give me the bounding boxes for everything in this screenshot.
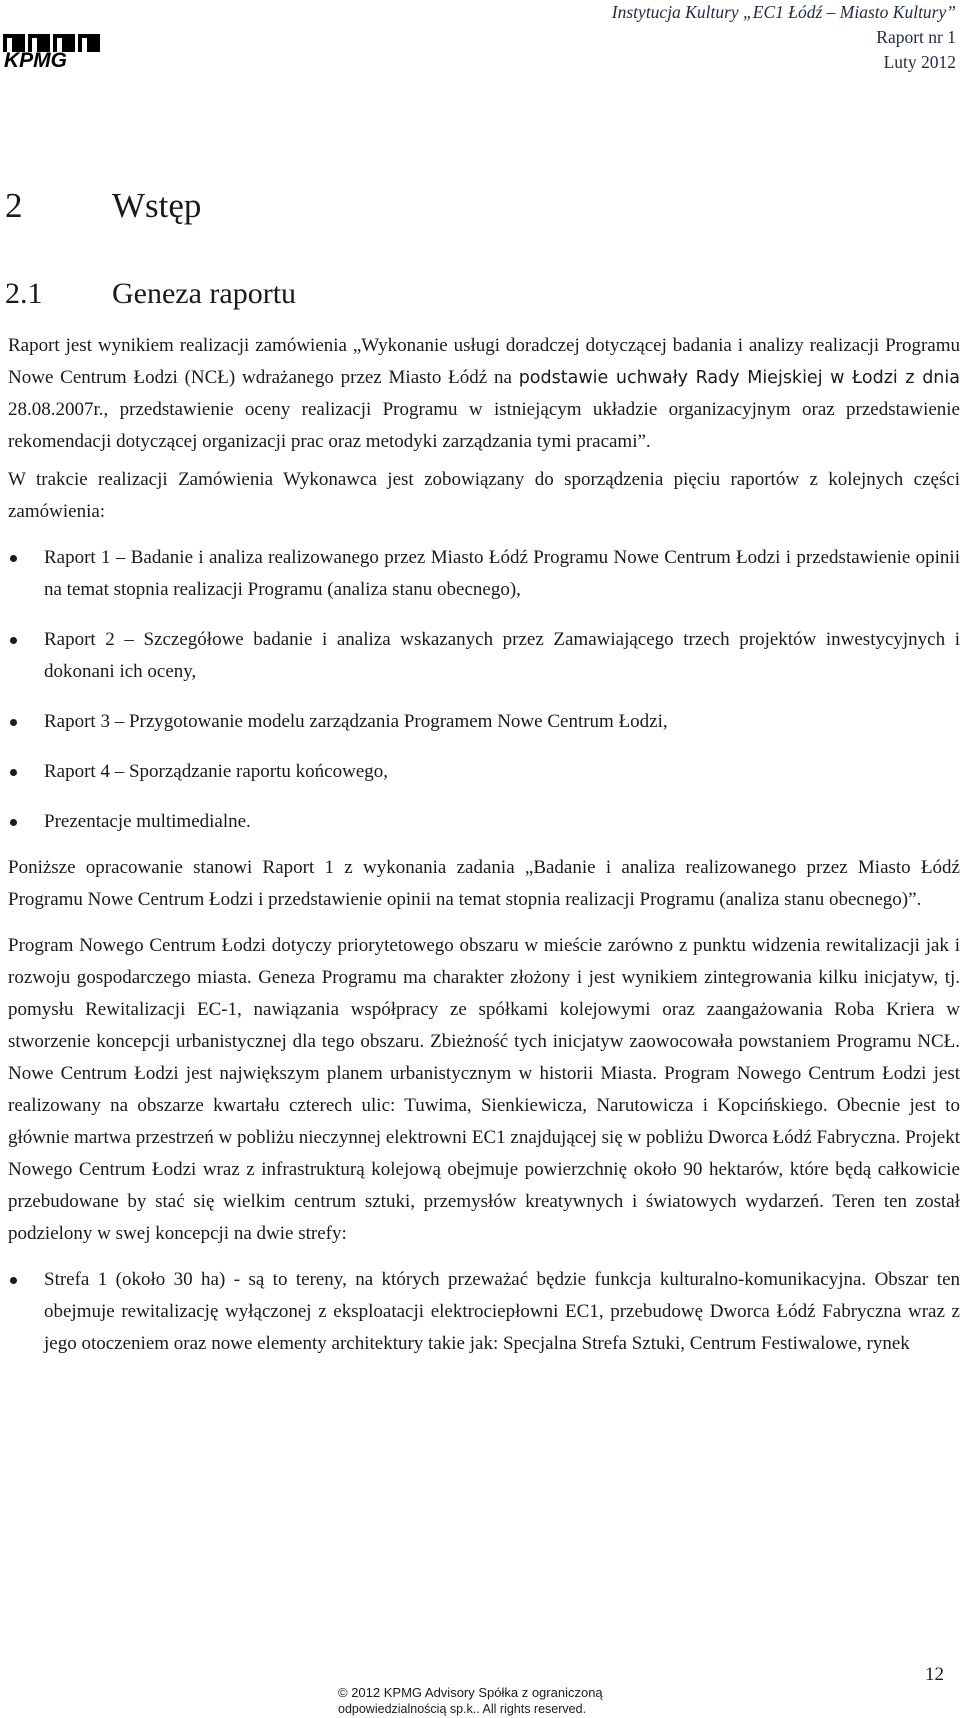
paragraph-program: Program Nowego Centrum Łodzi dotyczy priorytetowego obszaru w mieście zarówno z punktu widzenia rewitalizacji jak i rozwoju gospodarczego miasta. Geneza Programu ma charakter złożony i jest wynikiem zintegrowania kilku inicjatyw, tj. pomysłu Rewitalizacji EC-1, nawiązania współpracy ze spółkami kolejowymi oraz zaangażowania Roba Kriera w stworzenie koncepcji urbanistycznej dla tego obszaru. Zbieżność tych inicjatyw zaowocowała powstaniem Programu NCŁ. Nowe Centrum Łodzi jest największym planem urbanistycznym w historii Miasta. Program Nowego Centrum Łodzi jest realizowany na obszarze kwartału czterech ulic: Tuwima, Sienkiewicza, Narutowicza i Kopcińskiego. Obecnie jest to głównie martwa przestrzeń w pobliżu nieczynnej elektrowni EC1 znajdującej się w pobliżu Dworca Łódź Fabryczna. Projekt Nowego Centrum Łodzi wraz z infrastrukturą kolejową obejmuje powierzchnię około 90 hektarów, które będą całkowicie przebudowane by stać się wielkim centrum sztuki, przemysłów kreatywnych i światowych wydarzeń. Teren ten został podzielony w swej koncepcji na dwie strefy: — [8, 935, 960, 1244]
section-title: Wstęp — [112, 186, 202, 225]
zones-list — [8, 1264, 960, 1360]
section-heading — [5, 186, 201, 226]
document-body — [8, 330, 960, 1378]
paragraph-text: 28.08.2007r., przedstawienie oceny realizacji Programu w istniejącym układzie organizacyjnym oraz przedstawienie rekomendacji dotyczącej organizacji prac oraz metodyki zarządzania tymi pracami”. — [8, 399, 960, 452]
bullet-icon — [10, 555, 17, 562]
reports-list — [8, 542, 960, 838]
header-date: Luty 2012 — [883, 52, 956, 72]
footer-copyright — [338, 1684, 638, 1718]
paragraph-scope: Poniższe opracowanie stanowi Raport 1 z wykonania zadania „Badanie i analiza realizowanego przez Miasto Łódź Programu Nowe Centrum Łodzi i przedstawienie opinii na temat stopnia realizacji Programu (analiza stanu obecnego)”. — [8, 857, 960, 910]
section-number: 2 — [5, 186, 23, 225]
subsection-title: Geneza raportu — [112, 277, 297, 310]
list-item: Raport 3 – Przygotowanie modelu zarządzania Programem Nowe Centrum Łodzi, — [8, 706, 960, 738]
list-item: Raport 2 – Szczegółowe badanie i analiza wskazanych przez Zamawiającego trzech projektów inwestycyjnych i dokonani ich oceny, — [8, 624, 960, 688]
copyright-line: © 2012 KPMG Advisory Spółka z ograniczoną — [338, 1685, 603, 1700]
header-institution: Instytucja Kultury „EC1 Łódź – Miasto Kultury” — [611, 2, 956, 22]
list-item: Raport 1 – Badanie i analiza realizowanego przez Miasto Łódź Programu Nowe Centrum Łodzi i przedstawienie opinii na temat stopnia realizacji Programu (analiza stanu obecnego), — [8, 542, 960, 606]
paragraph-text: Raport jest wynikiem realizacji zamówienia „Wykonanie usługi doradczej dotyczącej badania i analizy realizacji Programu Nowe Centrum Łodzi (NCŁ) wdrażanego przez Miasto Łódź na — [8, 335, 960, 388]
list-item: Raport 4 – Sporządzanie raportu końcowego, — [8, 756, 960, 788]
svg-text:KPMG: KPMG — [4, 49, 67, 70]
bullet-icon — [10, 1277, 17, 1284]
bullet-icon — [10, 719, 17, 726]
paragraph-obligations: W trakcie realizacji Zamówienia Wykonawca jest zobowiązany do sporządzenia pięciu raportów z kolejnych części zamówienia: — [8, 469, 960, 522]
list-item: Strefa 1 (około 30 ha) - są to tereny, na których przeważać będzie funkcja kulturalno-komunikacyjna. Obszar ten obejmuje rewitalizację wyłączonej z eksploatacji elektrociepłowni EC1, przebudowę Dworca Łódź Fabryczna wraz z jego otoczeniem oraz nowe elementy architektury takie jak: Specjalna Strefa Sztuki, Centrum Festiwalowe, rynek — [8, 1264, 960, 1360]
kpmg-logo — [3, 34, 101, 70]
bullet-icon — [10, 819, 17, 826]
copyright-line: odpowiedzialnością sp.k.. All rights reserved. — [338, 1702, 587, 1716]
bullet-icon — [10, 637, 17, 644]
paragraph-genesis — [8, 330, 960, 458]
header-report-number: Raport nr 1 — [876, 27, 956, 47]
subsection-number: 2.1 — [5, 277, 43, 310]
subsection-heading — [5, 276, 296, 312]
bullet-icon — [10, 769, 17, 776]
list-item: Prezentacje multimedialne. — [8, 806, 960, 838]
page-number: 12 — [925, 1664, 944, 1685]
document-header — [612, 0, 956, 75]
paragraph-text-sans: podstawie uchwały Rady Miejskiej w Łodzi z dnia — [518, 368, 960, 388]
